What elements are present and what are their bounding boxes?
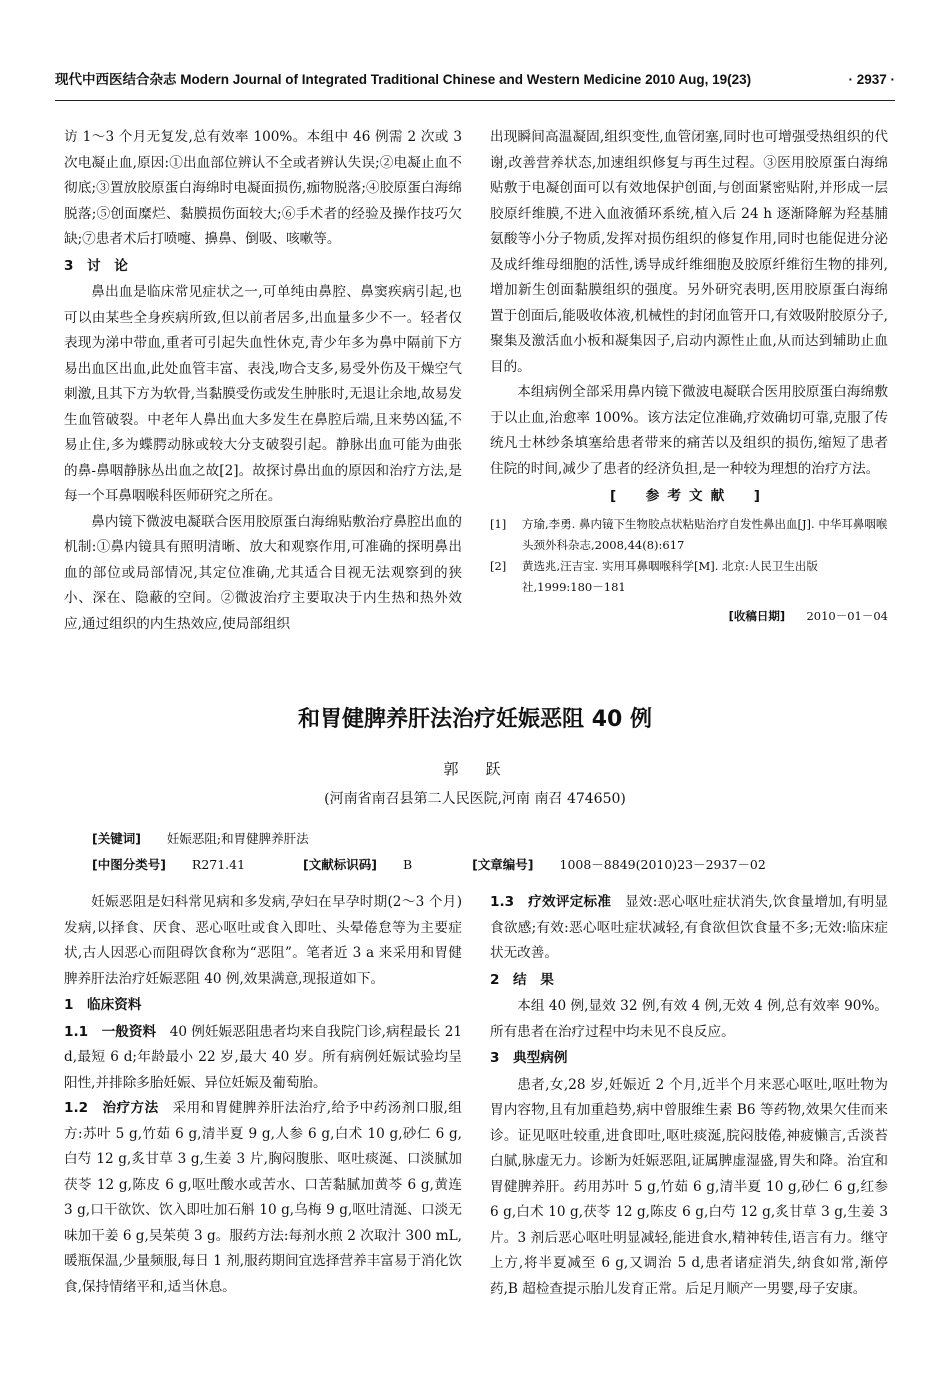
article-left-column <box>64 890 462 1300</box>
article-right-column <box>490 890 888 1302</box>
subsection-label: 1.1 一般资料 <box>64 1023 157 1040</box>
article-number-value: 1008－8849(2010)23－2937－02 <box>559 857 766 872</box>
page-header <box>55 60 895 101</box>
subsection-label: 1.2 治疗方法 <box>64 1100 159 1116</box>
keywords-line <box>92 826 766 852</box>
received-label: [收稿日期] <box>728 608 786 623</box>
journal-title: 现代中西医结合杂志 Modern Journal of Integrated Traditional Chinese and Western Medicine 2010 Aug, 19(23) <box>55 72 752 87</box>
references-heading: [ 参考文献 ] <box>610 488 768 504</box>
keywords: 妊娠恶阻;和胃健脾养肝法 <box>166 831 309 846</box>
section-heading: 3 典型病例 <box>490 1050 568 1066</box>
subsection-paragraph <box>64 1096 462 1300</box>
reference-number: [1] <box>490 516 507 531</box>
keywords-label: [关键词] <box>92 831 141 846</box>
classification-line <box>92 852 766 878</box>
prev-article-left-column <box>64 125 462 637</box>
reference-item <box>490 514 888 556</box>
paragraph: 患者,女,28 岁,妊娠近 2 个月,近半个月来恶心呕吐,呕吐物为胃内容物,且有加重趋势,病中曾服维生素 B6 等药物,效果欠佳而来诊。证见呕吐较重,进食即吐,呕吐痰涎,脘闷肢倦,神疲懒言,舌淡苔白腻,脉虚无力。诊断为妊娠恶阻,证属脾虚湿盛,胃失和降。治宜和胃健脾养肝。药用苏叶 5 g,竹茹 6 g,清半夏 10 g,砂仁 6 g,红参 6 g,白术 10 g,茯苓 12 g,陈皮 6 g,白芍 12 g,炙甘草 3 g,生姜 3 片。3 剂后恶心呕吐明显减轻,能进食水,精神转佳,语言有力。继守上方,将半夏减至 6 g,又调治 5 d,患者诸症消失,纳食如常,渐停药,B 超检查提示胎儿发育正常。后足月顺产一男婴,母子安康。 <box>490 1076 888 1297</box>
paragraph: 访 1～3 个月无复发,总有效率 100%。本组中 46 例需 2 次或 3 次电凝止血,原因:①出血部位辨认不全或者辨认失误;②电凝止血不彻底;③置放胶原蛋白海绵时电凝面损伤,痂物脱落;④胶原蛋白海绵脱落;⑤创面糜烂、黏膜损伤面较大;⑥手术者的经验及操作技巧欠缺;⑦患者术后打喷嚏、擤鼻、倒吸、咳嗽等。 <box>64 129 462 247</box>
paragraph: 鼻内镜下微波电凝联合医用胶原蛋白海绵贴敷治疗鼻腔出血的机制:①鼻内镜具有照明清晰、放大和观察作用,可准确的探明鼻出血的部位或局部情况,其定位准确,尤其适合目视无法观察到的狭小、深在、隐蔽的空间。②微波治疗主要取决于内生热和热外效应,通过组织的内生热效应,使局部组织 <box>64 513 462 632</box>
author: 郭 跃 <box>443 760 507 778</box>
clc-value: R271.41 <box>191 857 246 872</box>
subsection-paragraph <box>490 890 888 967</box>
section-heading: 3 讨 论 <box>64 257 128 274</box>
subsection-label: 1.3 疗效评定标准 <box>490 894 612 910</box>
article-title: 和胃健脾养肝法治疗妊娠恶阻 40 例 <box>298 707 652 732</box>
paragraph: 鼻出血是临床常见症状之一,可单纯由鼻腔、鼻窦疾病引起,也可以由某些全身疾病所致,但以前者居多,出血量多少不一。轻者仅表现为涕中带血,重者可引起失血性休克,青少年多为鼻中隔前下方易出血区出血,此处血管丰富、表浅,吻合支多,易受外伤及干燥空气刺激,且其下方为软骨,当黏膜受伤或发生肿胀时,无退让余地,故易发生血管破裂。中老年人鼻出血大多发生在鼻腔后端,且来势凶猛,不易止住,多为蝶腭动脉或较大分支破裂引起。静脉出血可能为曲张的鼻-鼻咽静脉丛出血之故[2]。故探讨鼻出血的原因和治疗方法,是每一个耳鼻咽喉科医师研究之所在。 <box>64 284 462 504</box>
subsection-paragraph <box>64 1020 462 1097</box>
reference-item <box>490 556 888 598</box>
reference-text: 方瑜,李勇. 鼻内镜下生物胶点状粘贴治疗自发性鼻出血[J]. 中华耳鼻咽喉头颈外科杂志,2008,44(8):617 <box>522 516 888 552</box>
prev-article-right-column <box>490 125 888 629</box>
section-heading: 1 临床资料 <box>64 997 142 1013</box>
paragraph: 本组病例全部采用鼻内镜下微波电凝联合医用胶原蛋白海绵敷于以止血,治愈率 100%。该方法定位准确,疗效确切可靠,克服了传统凡士林纱条填塞给患者带来的痛苦以及组织的损伤,缩短了患者住院的时间,减少了患者的经济负担,是一种较为理想的治疗方法。 <box>490 384 888 477</box>
clc-label: [中图分类号] <box>92 857 166 872</box>
affiliation: (河南省南召县第二人民医院,河南 南召 474650) <box>324 791 626 807</box>
received-date <box>490 604 888 630</box>
reference-number: [2] <box>490 558 507 573</box>
section-heading: 2 结 果 <box>490 971 554 988</box>
doc-code-value: B <box>402 857 413 872</box>
subsection-text: 采用和胃健脾养肝法治疗,给予中药汤剂口服,组方:苏叶 5 g,竹茹 6 g,清半夏 9 g,人参 6 g,白术 10 g,砂仁 6 g,白芍 12 g,炙甘草 3 g,生姜 3 片,胸闷腹胀、呕吐痰涎、口淡腻加茯苓 12 g,陈皮 6 g,呕吐酸水或苦水、口苦黏腻加黄芩 6 g,黄连 3 g,口干欲饮、饮入即吐加石斛 10 g,乌梅 9 g,呕吐清涎、口淡无味加干姜 6 g,吴茱萸 3 g。服药方法:每剂水煎 2 次取汁 300 mL,暖瓶保温,少量频服,每日 1 剂,服药期间宜选择营养丰富易于消化饮食,保持情绪平和,适当休息。 <box>64 1100 463 1295</box>
page-number: · 2937 · <box>848 72 895 87</box>
paragraph: 妊娠恶阻是妇科常见病和多发病,孕妇在早孕时期(2～3 个月)发病,以择食、厌食、恶心呕吐或食入即吐、头晕倦怠等为主要症状,古人因恶心而阻碍饮食称为“恶阻”。笔者近 3 a 来采用和胃健脾养肝法治疗妊娠恶阻 40 例,效果满意,现报道如下。 <box>64 894 462 987</box>
received-value: 2010－01－04 <box>806 608 888 623</box>
subsection-text: 显效:恶心呕吐症状消失,饮食量增加,有明显食欲感;有效:恶心呕吐症状减轻,有食欲但饮食量不多;无效:临床症状无改善。 <box>490 894 888 961</box>
paragraph: 出现瞬间高温凝固,组织变性,血管闭塞,同时也可增强受热组织的代谢,改善营养状态,加速组织修复与再生过程。③医用胶原蛋白海绵贴敷于电凝创面可以有效地保护创面,与创面紧密贴附,并形成一层胶原纤维膜,不进入血液循环系统,植入后 24 h 逐渐降解为羟基脯氨酸等小分子物质,发挥对损伤组织的修复作用,同时也能促进分泌及成纤维母细胞的活性,诱导成纤维细胞及胶原纤维衍生物的排列,增加新生创面黏膜组织的强度。另外研究表明,医用胶原蛋白海绵置于创面后,能吸收体液,机械性的封闭血管开口,有效吸附胶原分子,聚集及激活血小板和凝集因子,启动内源性止血,从而达到辅助止血目的。 <box>490 129 888 375</box>
paragraph: 本组 40 例,显效 32 例,有效 4 例,无效 4 例,总有效率 90%。所有患者在治疗过程中均未见不良反应。 <box>490 998 888 1040</box>
article-number-label: [文章编号] <box>472 857 534 872</box>
doc-code-label: [文献标识码] <box>303 857 377 872</box>
article-metadata <box>92 826 766 878</box>
reference-text: 黄选兆,汪吉宝. 实用耳鼻咽喉科学[M]. 北京:人民卫生出版社,1999:180－181 <box>522 558 818 594</box>
subsection-text: 40 例妊娠恶阻患者均来自我院门诊,病程最长 21 d,最短 6 d;年龄最小 22 岁,最大 40 岁。所有病例妊娠试验均呈阳性,并排除多胎妊娠、异位妊娠及葡萄胎。 <box>64 1023 463 1091</box>
